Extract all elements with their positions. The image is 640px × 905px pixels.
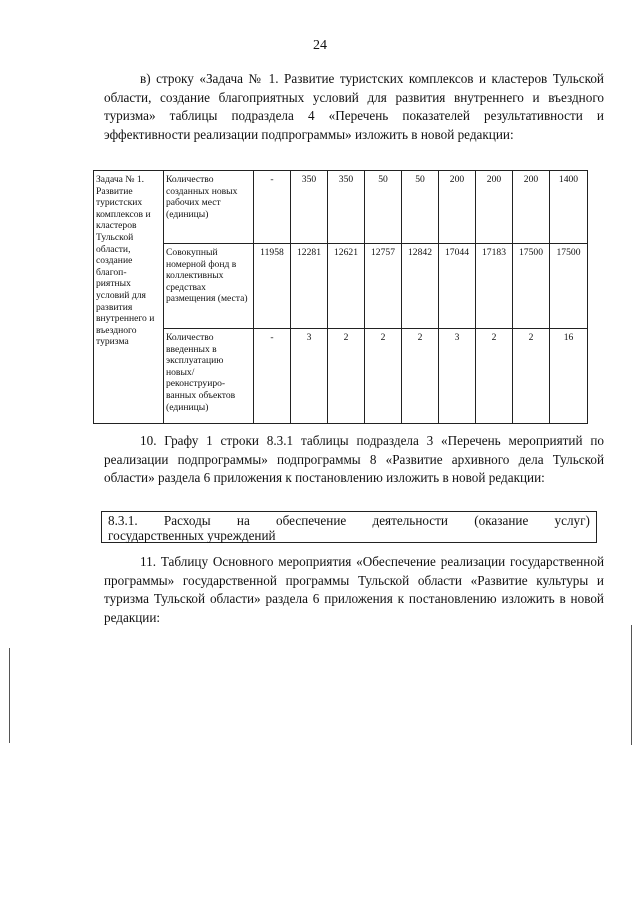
boxed-word: (оказание	[474, 513, 529, 528]
boxed-row-line1	[108, 513, 590, 528]
boxed-word: Расходы	[163, 513, 211, 528]
table-cell: 2	[513, 329, 550, 424]
table-cell: 2	[402, 329, 439, 424]
indicator-name: Совокупный номерной фонд в коллективных средствах размещения (места)	[164, 244, 254, 329]
table-cell: 17044	[439, 244, 476, 329]
table-cell: 200	[513, 171, 550, 244]
table-cell: 2	[365, 329, 402, 424]
table-cell: -	[254, 171, 291, 244]
page-number: 24	[313, 38, 327, 53]
table-cell: 2	[328, 329, 365, 424]
table-cell: 2	[476, 329, 513, 424]
boxed-word: 8.3.1.	[108, 513, 138, 528]
indicator-name: Количество созданных новых рабочих мест (единицы)	[164, 171, 254, 244]
indicators-table	[93, 170, 588, 424]
paragraph-v: в) строку «Задача № 1. Развитие туристских комплексов и кластеров Тульской области, создание благоприятных условий для развития внутреннего и въездного туризма» таблицы подраздела 4 «Перечень показателей результативности и эффективности реализации подпрограммы» изложить в новой редакции:	[104, 71, 604, 142]
table-cell: 17183	[476, 244, 513, 329]
boxed-word: обеспечение	[276, 513, 347, 528]
scan-artifact-line	[631, 625, 632, 745]
table-cell: 12281	[291, 244, 328, 329]
boxed-word: услуг)	[554, 513, 590, 528]
paragraph-11: 11. Таблицу Основного мероприятия «Обеспечение реализации государственной программы» государственной программы Тульской области «Развитие культуры и туризма Тульской области» раздела 6 приложения к постановлению изложить в новой редакции:	[104, 554, 604, 625]
table-cell: 3	[439, 329, 476, 424]
table-cell: 11958	[254, 244, 291, 329]
table-row	[94, 244, 588, 329]
table-cell: 350	[328, 171, 365, 244]
table-cell: 17500	[513, 244, 550, 329]
table-cell: 350	[291, 171, 328, 244]
table-cell: 16	[550, 329, 588, 424]
table-cell: 3	[291, 329, 328, 424]
table-cell: 1400	[550, 171, 588, 244]
paragraph-10: 10. Графу 1 строки 8.3.1 таблицы подраздела 3 «Перечень мероприятий по реализации подпрограммы» подпрограммы 8 «Развитие архивного дела Тульской области» раздела 6 приложения к постановлению изложить в новой редакции:	[104, 433, 604, 485]
table-cell: 50	[402, 171, 439, 244]
boxed-table-row	[101, 511, 597, 543]
scan-artifact-line	[9, 648, 10, 743]
table-cell: -	[254, 329, 291, 424]
table-cell: 50	[365, 171, 402, 244]
table-row	[94, 171, 588, 244]
indicator-name: Количество введенных в эксплуатацию новых/ реконструиро-ванных объектов (единицы)	[164, 329, 254, 424]
table-cell: 12757	[365, 244, 402, 329]
boxed-row-line2: государственных учреждений	[108, 528, 276, 543]
table-row	[94, 329, 588, 424]
task-cell: Задача № 1. Развитие туристских комплексов и кластеров Тульской области, создание благоп-риятных условий для развития внутреннего и въездного туризма	[94, 171, 164, 424]
table-cell: 17500	[550, 244, 588, 329]
table-cell: 200	[439, 171, 476, 244]
boxed-word: деятельности	[372, 513, 448, 528]
table-cell: 12842	[402, 244, 439, 329]
table-cell: 12621	[328, 244, 365, 329]
table-cell: 200	[476, 171, 513, 244]
boxed-word: на	[236, 513, 250, 528]
